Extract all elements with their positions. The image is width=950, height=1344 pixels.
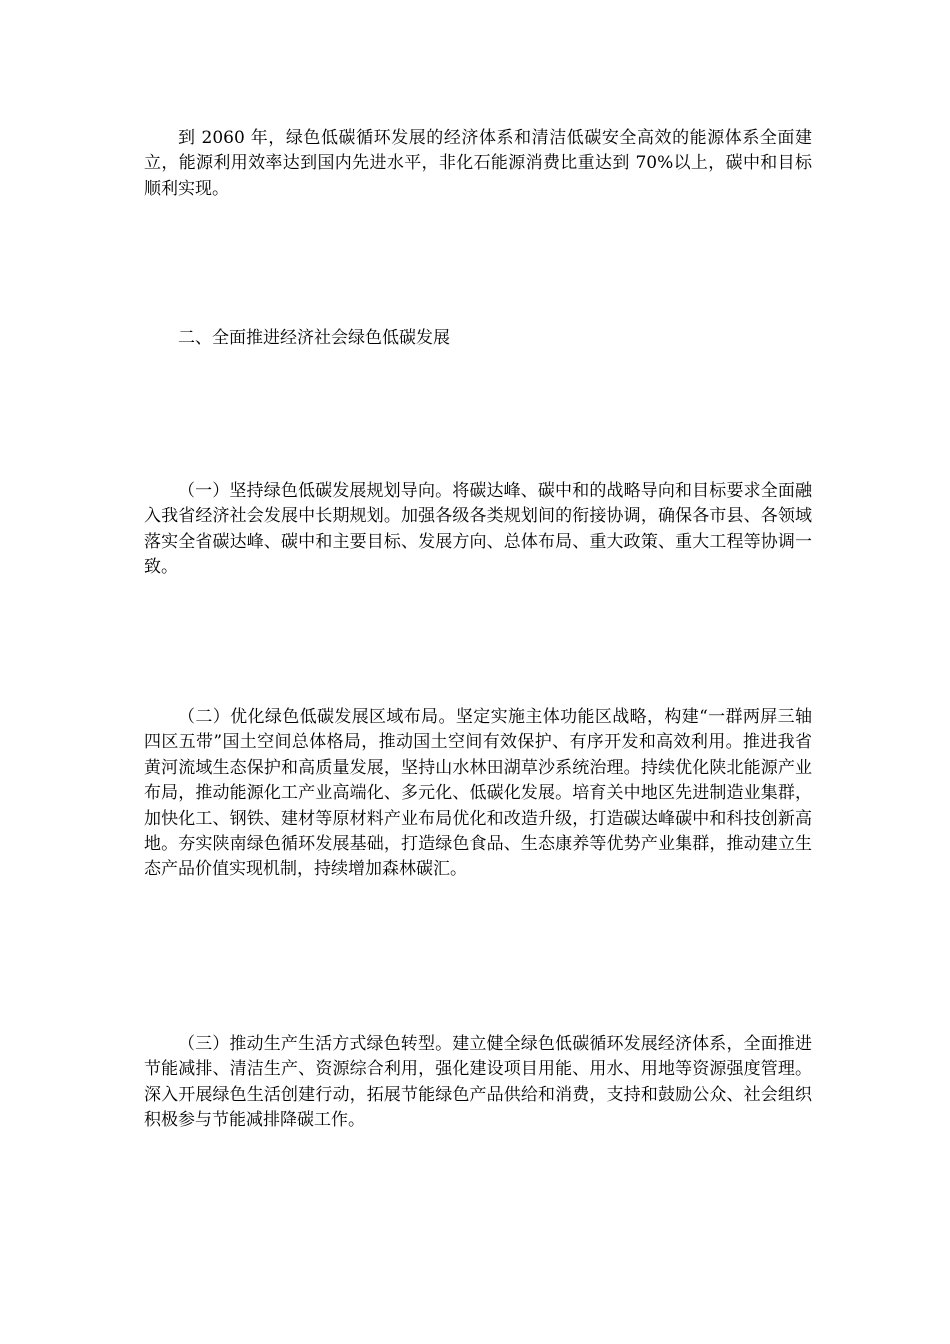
section-heading: 二、全面推进经济社会绿色低碳发展 xyxy=(178,328,450,348)
item-3-paragraph: （三）推动生产生活方式绿色转型。建立健全绿色低碳循环发展经济体系，全面推进节能减排、清洁生产、资源综合利用，强化建设项目用能、用水、用地等资源强度管理。深入开展绿色生活创建行动，拓展节能绿色产品供给和消费，支持和鼓励公众、社会组织积极参与节能减排降碳工作。 xyxy=(144,1034,812,1131)
item-2-paragraph: （二）优化绿色低碳发展区域布局。坚定实施主体功能区战略，构建“一群两屏三轴四区五带”国土空间总体格局，推动国土空间有效保护、有序开发和高效利用。推进我省黄河流域生态保护和高质量发展，坚持山水林田湖草沙系统治理。持续优化陕北能源产业布局，推动能源化工产业高端化、多元化、低碳化发展。培育关中地区先进制造业集群，加快化工、钢铁、建材等原材料产业布局优化和改造升级，打造碳达峰碳中和科技创新高地。夯实陕南绿色循环发展基础，打造绿色食品、生态康养等优势产业集群，推动建立生态产品价值实现机制，持续增加森林碳汇。 xyxy=(144,707,812,880)
item-1-paragraph: （一）坚持绿色低碳发展规划导向。将碳达峰、碳中和的战略导向和目标要求全面融入我省经济社会发展中长期规划。加强各级各类规划间的衔接协调，确保各市县、各领域落实全省碳达峰、碳中和主要目标、发展方向、总体布局、重大政策、重大工程等协调一致。 xyxy=(144,481,812,578)
paragraph-2060-goals: 到 2060 年，绿色低碳循环发展的经济体系和清洁低碳安全高效的能源体系全面建立，能源利用效率达到国内先进水平，非化石能源消费比重达到 70%以上，碳中和目标顺利实现。 xyxy=(144,128,812,199)
